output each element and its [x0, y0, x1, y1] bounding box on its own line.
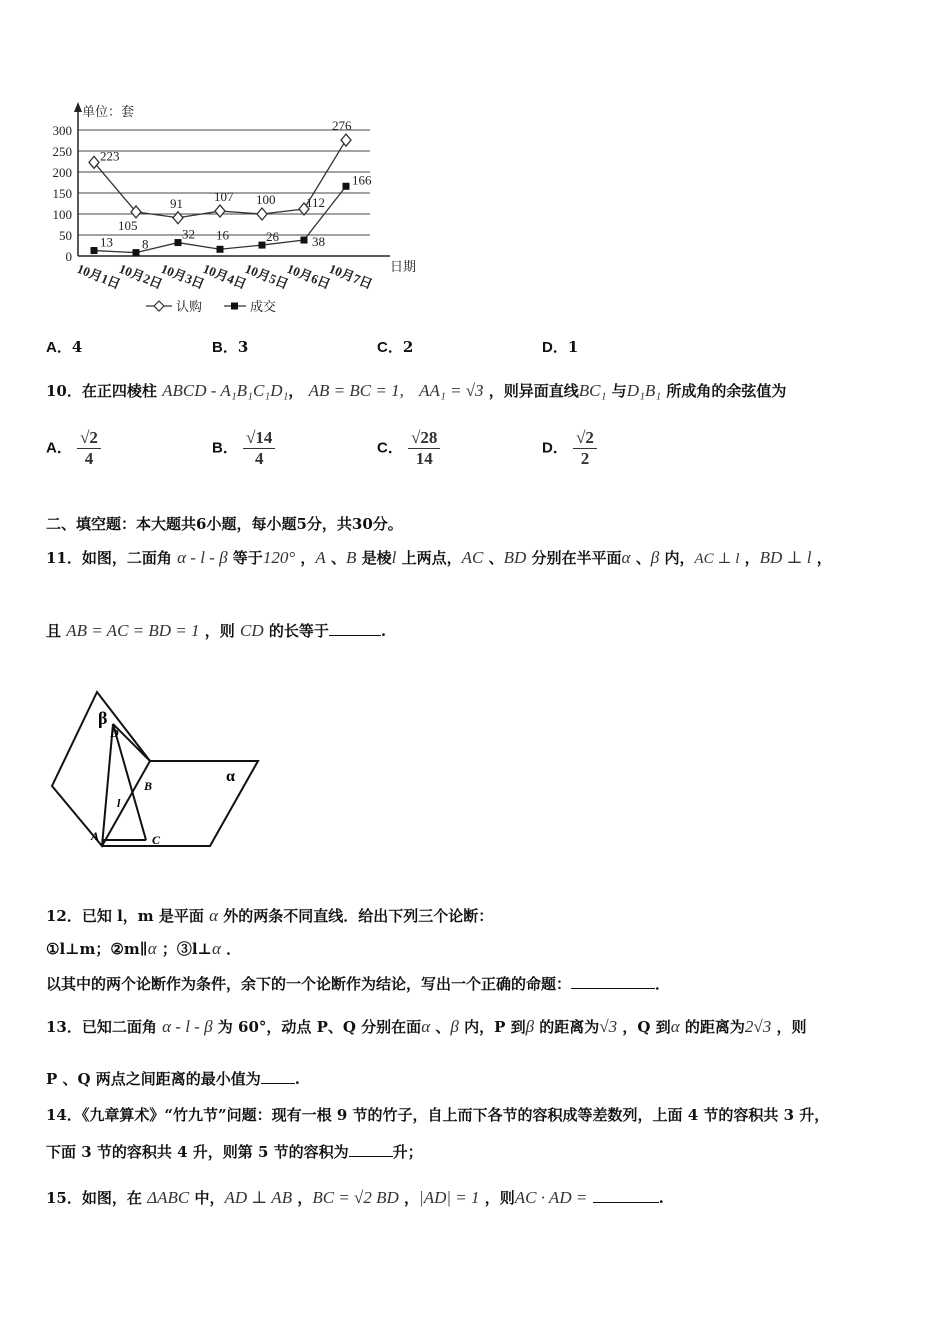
data-label: 16 — [216, 227, 229, 243]
q14-line1: 14．《九章算术》“竹九节”问题：现有一根 9 节的竹子，自上而下各节的容积成等差数列，上面 4 节的容积共 3 升， — [46, 1106, 830, 1124]
data-label: 223 — [100, 148, 120, 164]
data-label: 100 — [256, 192, 276, 207]
q13-answer-blank[interactable] — [261, 1069, 295, 1084]
q9-option-b[interactable]: B．3 — [212, 338, 249, 356]
x-tick-label: 10月7日 — [326, 260, 375, 292]
data-point-square — [175, 239, 182, 246]
y-tick-label: 250 — [52, 144, 72, 159]
label-alpha: α — [226, 768, 235, 785]
y-tick-label: 50 — [59, 228, 72, 243]
data-label: 13 — [100, 234, 113, 250]
data-label: 107 — [214, 189, 234, 205]
line-chart — [40, 98, 440, 320]
y-tick-label: 300 — [52, 123, 72, 138]
q12-line3: 以其中的两个论断作为条件，余下的一个论断作为结论，写出一个正确的命题： ． — [46, 975, 671, 993]
label-D: D — [110, 726, 119, 740]
q11-stem-line2: 且 AB = AC = BD = 1 ，则 CD 的长等于 . — [46, 621, 387, 640]
q9-option-a[interactable]: A．4 — [46, 338, 83, 356]
data-label: 105 — [118, 217, 138, 233]
q9-option-c[interactable]: C．2 — [377, 338, 414, 356]
data-point-square — [217, 246, 224, 253]
y-axis-arrow — [74, 102, 82, 112]
q11-answer-blank[interactable] — [329, 621, 381, 636]
y-tick-label: 0 — [65, 249, 72, 264]
data-label: 8 — [142, 236, 149, 252]
q12-answer-blank[interactable] — [571, 974, 655, 989]
q13-line1: 13．已知二面角 α - l - β 为 60°，动点 P、Q 分别在面α 、β 内，P 到β 的距离为√3 ，Q 到α 的距离为2√3 ，则 — [46, 1017, 807, 1036]
label-A: A — [91, 829, 100, 843]
data-point-square — [301, 237, 308, 244]
x-tick-label: 10月5日 — [242, 260, 291, 292]
q13-line2: P 、Q 两点之间距离的最小值为 . — [46, 1070, 301, 1088]
q10-option-b[interactable]: B． $\frac{√14}{4}$ — [212, 428, 275, 469]
q10-stem: 10．在正四棱柱 ABCD - A₁B₁C₁D₁， AB = BC = 1, AA₁ = √3 ，则异面直线BC₁ 与D₁B₁ 所成角的余弦值为 — [46, 381, 787, 400]
q15-answer-blank[interactable] — [593, 1188, 659, 1203]
label-B: B — [144, 779, 153, 793]
x-tick-label: 10月1日 — [74, 260, 123, 292]
q15-stem: 15．如图，在 ΔABC 中，AD ⊥ AB ，BC = √2 BD ，|AD| = 1 ，则AC · AD = . — [46, 1188, 664, 1207]
data-label: 32 — [182, 226, 195, 242]
q12-line1: 12．已知 l，m 是平面 α 外的两条不同直线．给出下列三个论断： — [46, 906, 494, 925]
x-axis-label: 日期 — [390, 259, 417, 274]
data-point-diamond — [257, 208, 267, 220]
section-title: 二、填空题：本大题共6小题，每小题5分，共30分。 — [46, 515, 403, 533]
legend-label-deal: 成交 — [250, 299, 277, 314]
label-beta: β — [98, 708, 108, 728]
dihedral-figure — [50, 688, 265, 863]
data-label: 26 — [266, 229, 279, 245]
data-point-square — [343, 183, 350, 190]
data-label: 38 — [312, 234, 325, 250]
label-l: l — [117, 796, 121, 810]
data-point-diamond — [341, 134, 351, 146]
q11-stem-line1: 11．如图，二面角 α - l - β 等于120° ，A 、B 是棱l 上两点，AC 、BD 分别在半平面α 、β 内，AC ⊥ l ，BD ⊥ l ， — [46, 548, 832, 567]
label-C: C — [152, 833, 161, 847]
x-tick-label: 10月2日 — [116, 260, 165, 292]
x-tick-label: 10月4日 — [200, 260, 249, 292]
data-point-square — [259, 242, 266, 249]
legend-diamond-icon — [154, 301, 164, 311]
data-point-diamond — [215, 205, 225, 217]
legend-square-icon — [231, 303, 238, 310]
data-label: 276 — [332, 118, 352, 134]
q12-line2: ①l⊥m；②m∥α ；③l⊥α ． — [46, 939, 242, 958]
y-tick-label: 200 — [52, 165, 72, 180]
unit-label: 单位：套 — [82, 104, 135, 119]
y-tick-label: 100 — [52, 207, 72, 222]
q10-option-d[interactable]: D． $\frac{√2}{2}$ — [542, 428, 597, 469]
q14-line2: 下面 3 节的容积共 4 升，则第 5 节的容积为 升； — [46, 1143, 423, 1161]
legend-label-subscribe: 认购 — [176, 299, 203, 314]
y-tick-label: 150 — [52, 186, 72, 201]
data-label: 91 — [170, 195, 183, 211]
x-tick-label: 10月3日 — [158, 260, 207, 292]
data-point-square — [91, 247, 98, 254]
q9-option-d[interactable]: D．1 — [542, 338, 579, 356]
x-tick-label: 10月6日 — [284, 260, 333, 292]
data-label: 112 — [306, 194, 326, 210]
data-point-square — [133, 249, 140, 256]
q14-answer-blank[interactable] — [349, 1142, 393, 1157]
data-label: 166 — [352, 172, 372, 188]
q10-option-c[interactable]: C． $\frac{√28}{14}$ — [377, 428, 440, 469]
q10-option-a[interactable]: A． $\frac{√2}{4}$ — [46, 428, 101, 469]
